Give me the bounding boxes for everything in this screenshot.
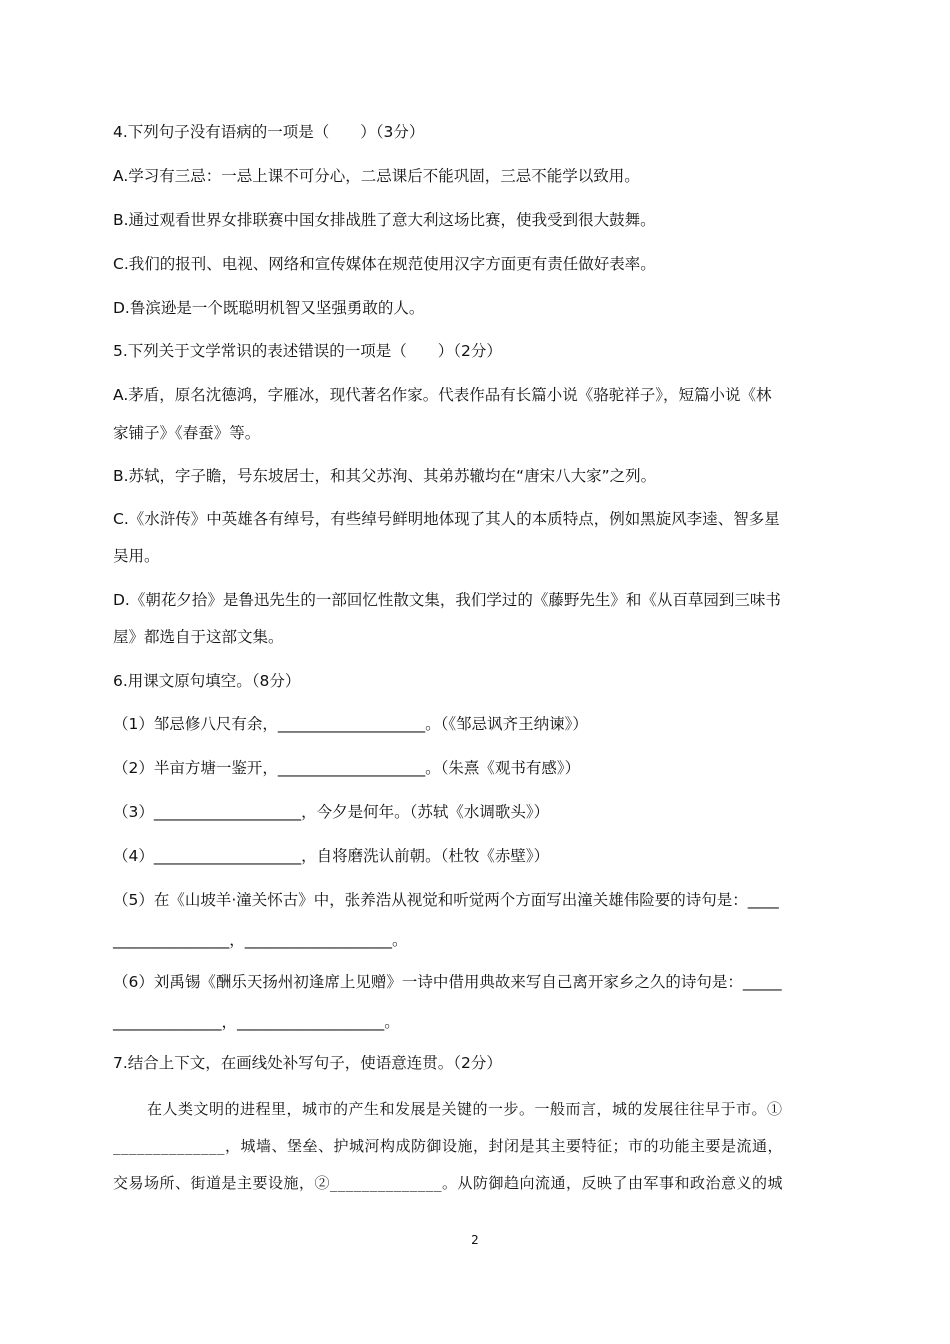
question-5-option-d-line-1: D.《朝花夕拾》是鲁迅先生的一部回忆性散文集，我们学过的《藤野先生》和《从百草园到三味书	[113, 591, 781, 609]
question-4-option-c: C.我们的报刊、电视、网络和宣传媒体在规范使用汉字方面更有责任做好表率。	[113, 255, 656, 273]
passage-line-1: 在人类文明的进程里，城市的产生和发展是关键的一步。一般而言，城的发展往往早于市。①	[147, 1100, 783, 1118]
passage-line-3: 交易场所、街道是主要设施，②______________。从防御趋向流通，反映了由军事和政治意义的城	[113, 1174, 784, 1192]
question-4-option-b: B.通过观看世界女排联赛中国女排战胜了意大利这场比赛，使我受到很大鼓舞。	[113, 211, 656, 229]
question-6-item-5-line-1: （5）在《山坡羊·潼关怀古》中，张养浩从视觉和听觉两个方面写出潼关雄伟险要的诗句是：____	[113, 891, 779, 909]
question-6-item-6-line-2: ______________，___________________。	[113, 1013, 400, 1031]
question-5-option-b: B.苏轼，字子瞻，号东坡居士，和其父苏洵、其弟苏辙均在“唐宋八大家”之列。	[113, 467, 657, 485]
page-number: 2	[471, 1233, 479, 1247]
question-5-option-a-line-2: 家铺子》《春蚕》等。	[113, 424, 261, 442]
passage-line-2: ______________，城墙、堡垒、护城河构成防御设施，封闭是其主要特征；市的功能主要是流通，	[113, 1137, 784, 1155]
question-4-option-a: A.学习有三忌：一忌上课不可分心，二忌课后不能巩固，三忌不能学以致用。	[113, 167, 640, 185]
question-6-item-5-line-2: _______________，___________________。	[113, 931, 408, 949]
question-6-item-3: （3）___________________，今夕是何年。（苏轼《水调歌头》）	[113, 803, 550, 821]
question-6-item-6-line-1: （6）刘禹锡《酬乐天扬州初逢席上见赠》一诗中借用典故来写自己离开家乡之久的诗句是：_____	[113, 973, 782, 991]
question-5-stem: 5.下列关于文学常识的表述错误的一项是（ ）（2分）	[113, 342, 502, 360]
question-4-option-d: D.鲁滨逊是一个既聪明机智又坚强勇敢的人。	[113, 299, 425, 317]
question-6-item-2: （2）半亩方塘一鉴开，___________________。（朱熹《观书有感》）	[113, 759, 581, 777]
question-5-option-a-line-1: A.茅盾，原名沈德鸿，字雁冰，现代著名作家。代表作品有长篇小说《骆驼祥子》，短篇小说《林	[113, 386, 772, 404]
question-5-option-c-line-2: 吴用。	[113, 547, 160, 565]
question-4-stem: 4.下列句子没有语病的一项是（ ）（3分）	[113, 123, 425, 141]
question-5-option-d-line-2: 屋》都选自于这部文集。	[113, 628, 284, 646]
question-5-option-c-line-1: C.《水浒传》中英雄各有绰号，有些绰号鲜明地体现了其人的本质特点，例如黑旋风李逵、智多星	[113, 510, 780, 528]
question-7-stem: 7.结合上下文，在画线处补写句子，使语意连贯。（2分）	[113, 1054, 502, 1072]
question-6-item-4: （4）___________________，自将磨洗认前朝。（杜牧《赤壁》）	[113, 847, 550, 865]
question-6-stem: 6.用课文原句填空。（8分）	[113, 672, 301, 690]
question-6-item-1: （1）邹忌修八尺有余，___________________。（《邹忌讽齐王纳谏》）	[113, 715, 588, 733]
